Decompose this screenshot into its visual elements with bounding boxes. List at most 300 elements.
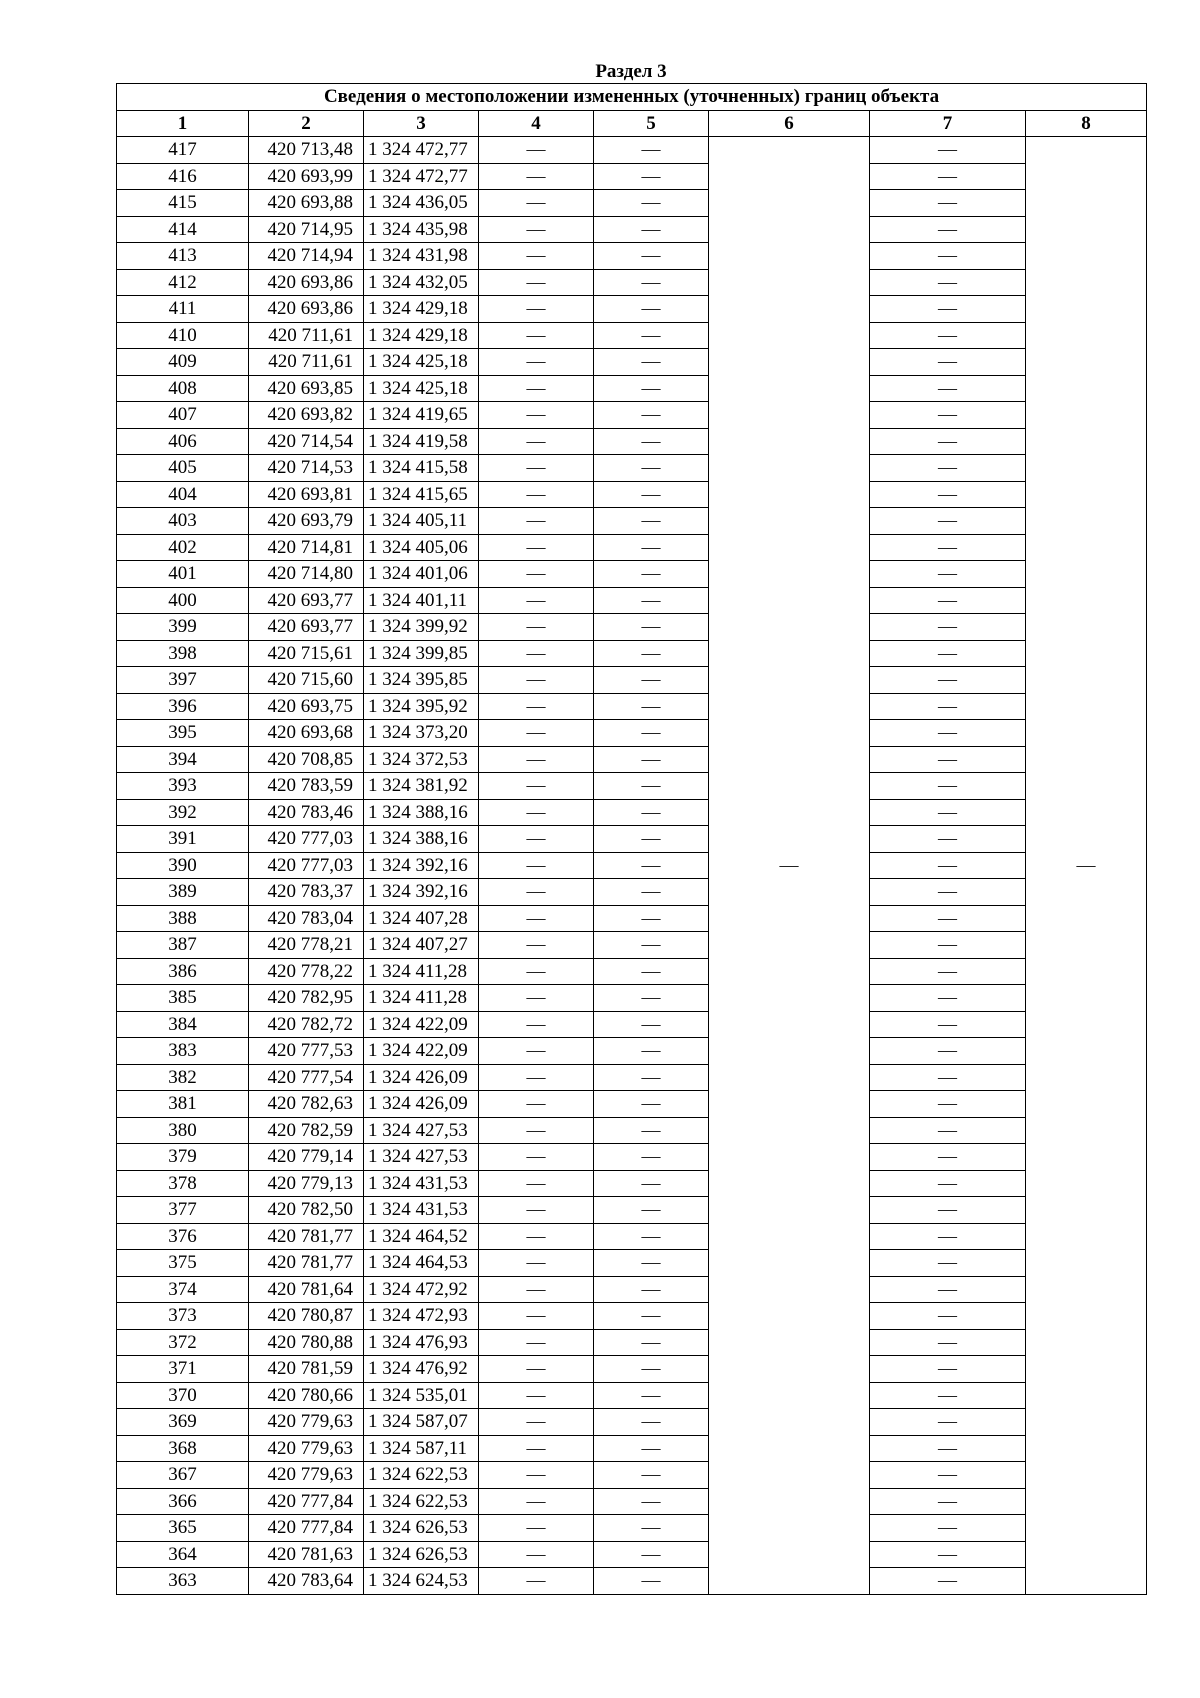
column-4-dash-cell: — bbox=[479, 746, 594, 773]
y-coordinate-cell: 1 324 407,27 bbox=[364, 932, 479, 959]
x-coordinate-cell: 420 693,81 bbox=[249, 481, 364, 508]
table-row bbox=[117, 1011, 1147, 1038]
x-coordinate-cell: 420 783,46 bbox=[249, 799, 364, 826]
point-number-cell: 412 bbox=[117, 269, 249, 296]
y-coordinate-cell: 1 324 426,09 bbox=[364, 1091, 479, 1118]
column-7-dash-cell: — bbox=[870, 1382, 1026, 1409]
point-number-cell: 364 bbox=[117, 1541, 249, 1568]
column-7-dash-cell: — bbox=[870, 1568, 1026, 1595]
column-7-dash-cell: — bbox=[870, 137, 1026, 164]
point-number-cell: 384 bbox=[117, 1011, 249, 1038]
point-number-cell: 387 bbox=[117, 932, 249, 959]
point-number-cell: 403 bbox=[117, 508, 249, 535]
y-coordinate-cell: 1 324 626,53 bbox=[364, 1515, 479, 1542]
y-coordinate-cell: 1 324 535,01 bbox=[364, 1382, 479, 1409]
x-coordinate-cell: 420 781,64 bbox=[249, 1276, 364, 1303]
column-5-dash-cell: — bbox=[594, 746, 709, 773]
table-row bbox=[117, 1250, 1147, 1277]
y-coordinate-cell: 1 324 388,16 bbox=[364, 826, 479, 853]
x-coordinate-cell: 420 782,72 bbox=[249, 1011, 364, 1038]
y-coordinate-cell: 1 324 399,92 bbox=[364, 614, 479, 641]
y-coordinate-cell: 1 324 431,53 bbox=[364, 1170, 479, 1197]
table-row bbox=[117, 428, 1147, 455]
table-row bbox=[117, 561, 1147, 588]
column-5-dash-cell: — bbox=[594, 905, 709, 932]
point-number-cell: 366 bbox=[117, 1488, 249, 1515]
point-number-cell: 374 bbox=[117, 1276, 249, 1303]
table-row bbox=[117, 455, 1147, 482]
column-4-dash-cell: — bbox=[479, 773, 594, 800]
point-number-cell: 398 bbox=[117, 640, 249, 667]
x-coordinate-cell: 420 715,60 bbox=[249, 667, 364, 694]
x-coordinate-cell: 420 693,77 bbox=[249, 587, 364, 614]
column-7-dash-cell: — bbox=[870, 1303, 1026, 1330]
column-4-dash-cell: — bbox=[479, 1170, 594, 1197]
column-7-dash-cell: — bbox=[870, 375, 1026, 402]
x-coordinate-cell: 420 778,21 bbox=[249, 932, 364, 959]
column-7-dash-cell: — bbox=[870, 932, 1026, 959]
x-coordinate-cell: 420 777,53 bbox=[249, 1038, 364, 1065]
y-coordinate-cell: 1 324 395,85 bbox=[364, 667, 479, 694]
column-5-dash-cell: — bbox=[594, 932, 709, 959]
column-4-dash-cell: — bbox=[479, 826, 594, 853]
column-4-dash-cell: — bbox=[479, 1329, 594, 1356]
column-number-row bbox=[117, 110, 1147, 137]
y-coordinate-cell: 1 324 464,53 bbox=[364, 1250, 479, 1277]
x-coordinate-cell: 420 714,53 bbox=[249, 455, 364, 482]
x-coordinate-cell: 420 783,64 bbox=[249, 1568, 364, 1595]
column-7-dash-cell: — bbox=[870, 746, 1026, 773]
point-number-cell: 400 bbox=[117, 587, 249, 614]
column-4-dash-cell: — bbox=[479, 1064, 594, 1091]
point-number-cell: 380 bbox=[117, 1117, 249, 1144]
section-label: Раздел 3 bbox=[595, 61, 667, 82]
x-coordinate-cell: 420 782,59 bbox=[249, 1117, 364, 1144]
column-number: 6 bbox=[709, 110, 870, 137]
column-7-dash-cell: — bbox=[870, 587, 1026, 614]
point-number-cell: 383 bbox=[117, 1038, 249, 1065]
column-7-dash-cell: — bbox=[870, 216, 1026, 243]
column-7-dash-cell: — bbox=[870, 296, 1026, 323]
column-5-dash-cell: — bbox=[594, 693, 709, 720]
column-7-dash-cell: — bbox=[870, 1091, 1026, 1118]
x-coordinate-cell: 420 777,84 bbox=[249, 1488, 364, 1515]
column-7-dash-cell: — bbox=[870, 1409, 1026, 1436]
x-coordinate-cell: 420 781,59 bbox=[249, 1356, 364, 1383]
column-7-dash-cell: — bbox=[870, 773, 1026, 800]
column-4-dash-cell: — bbox=[479, 1117, 594, 1144]
point-number-cell: 391 bbox=[117, 826, 249, 853]
column-5-dash-cell: — bbox=[594, 216, 709, 243]
point-number-cell: 381 bbox=[117, 1091, 249, 1118]
x-coordinate-cell: 420 715,61 bbox=[249, 640, 364, 667]
point-number-cell: 392 bbox=[117, 799, 249, 826]
point-number-cell: 379 bbox=[117, 1144, 249, 1171]
column-7-dash-cell: — bbox=[870, 1170, 1026, 1197]
column-5-dash-cell: — bbox=[594, 1144, 709, 1171]
point-number-cell: 376 bbox=[117, 1223, 249, 1250]
x-coordinate-cell: 420 782,95 bbox=[249, 985, 364, 1012]
column-4-dash-cell: — bbox=[479, 561, 594, 588]
column-7-dash-cell: — bbox=[870, 1515, 1026, 1542]
column-5-dash-cell: — bbox=[594, 455, 709, 482]
column-7-dash-cell: — bbox=[870, 428, 1026, 455]
point-number-cell: 395 bbox=[117, 720, 249, 747]
table-row bbox=[117, 587, 1147, 614]
column-4-dash-cell: — bbox=[479, 1011, 594, 1038]
column-4-dash-cell: — bbox=[479, 852, 594, 879]
column-7-dash-cell: — bbox=[870, 1197, 1026, 1224]
x-coordinate-cell: 420 714,94 bbox=[249, 243, 364, 270]
table-row bbox=[117, 1197, 1147, 1224]
column-5-dash-cell: — bbox=[594, 1276, 709, 1303]
table-row bbox=[117, 1064, 1147, 1091]
point-number-cell: 371 bbox=[117, 1356, 249, 1383]
point-number-cell: 389 bbox=[117, 879, 249, 906]
table-row bbox=[117, 1144, 1147, 1171]
column-5-dash-cell: — bbox=[594, 1011, 709, 1038]
table-row bbox=[117, 1329, 1147, 1356]
column-5-dash-cell: — bbox=[594, 428, 709, 455]
column-5-dash-cell: — bbox=[594, 799, 709, 826]
column-8-merged-cell: — bbox=[1026, 137, 1147, 1595]
column-4-dash-cell: — bbox=[479, 1250, 594, 1277]
column-4-dash-cell: — bbox=[479, 1223, 594, 1250]
point-number-cell: 417 bbox=[117, 137, 249, 164]
column-7-dash-cell: — bbox=[870, 349, 1026, 376]
column-4-dash-cell: — bbox=[479, 614, 594, 641]
column-4-dash-cell: — bbox=[479, 296, 594, 323]
y-coordinate-cell: 1 324 476,93 bbox=[364, 1329, 479, 1356]
table-row bbox=[117, 720, 1147, 747]
table-row bbox=[117, 905, 1147, 932]
x-coordinate-cell: 420 777,84 bbox=[249, 1515, 364, 1542]
y-coordinate-cell: 1 324 432,05 bbox=[364, 269, 479, 296]
y-coordinate-cell: 1 324 431,53 bbox=[364, 1197, 479, 1224]
column-5-dash-cell: — bbox=[594, 269, 709, 296]
y-coordinate-cell: 1 324 431,98 bbox=[364, 243, 479, 270]
column-7-dash-cell: — bbox=[870, 455, 1026, 482]
y-coordinate-cell: 1 324 422,09 bbox=[364, 1011, 479, 1038]
point-number-cell: 370 bbox=[117, 1382, 249, 1409]
column-5-dash-cell: — bbox=[594, 137, 709, 164]
table-row bbox=[117, 1170, 1147, 1197]
x-coordinate-cell: 420 693,77 bbox=[249, 614, 364, 641]
column-7-dash-cell: — bbox=[870, 667, 1026, 694]
table-row bbox=[117, 163, 1147, 190]
column-4-dash-cell: — bbox=[479, 1515, 594, 1542]
y-coordinate-cell: 1 324 464,52 bbox=[364, 1223, 479, 1250]
column-7-dash-cell: — bbox=[870, 1038, 1026, 1065]
column-4-dash-cell: — bbox=[479, 534, 594, 561]
y-coordinate-cell: 1 324 624,53 bbox=[364, 1568, 479, 1595]
point-number-cell: 410 bbox=[117, 322, 249, 349]
x-coordinate-cell: 420 708,85 bbox=[249, 746, 364, 773]
column-4-dash-cell: — bbox=[479, 1568, 594, 1595]
y-coordinate-cell: 1 324 419,65 bbox=[364, 402, 479, 429]
y-coordinate-cell: 1 324 472,93 bbox=[364, 1303, 479, 1330]
column-7-dash-cell: — bbox=[870, 905, 1026, 932]
y-coordinate-cell: 1 324 472,77 bbox=[364, 137, 479, 164]
column-4-dash-cell: — bbox=[479, 720, 594, 747]
x-coordinate-cell: 420 777,03 bbox=[249, 826, 364, 853]
column-7-dash-cell: — bbox=[870, 720, 1026, 747]
column-4-dash-cell: — bbox=[479, 481, 594, 508]
column-5-dash-cell: — bbox=[594, 640, 709, 667]
point-number-cell: 394 bbox=[117, 746, 249, 773]
column-4-dash-cell: — bbox=[479, 375, 594, 402]
table-row bbox=[117, 190, 1147, 217]
x-coordinate-cell: 420 782,50 bbox=[249, 1197, 364, 1224]
column-4-dash-cell: — bbox=[479, 958, 594, 985]
column-5-dash-cell: — bbox=[594, 985, 709, 1012]
x-coordinate-cell: 420 783,59 bbox=[249, 773, 364, 800]
y-coordinate-cell: 1 324 415,65 bbox=[364, 481, 479, 508]
column-7-dash-cell: — bbox=[870, 985, 1026, 1012]
point-number-cell: 409 bbox=[117, 349, 249, 376]
column-4-dash-cell: — bbox=[479, 667, 594, 694]
column-4-dash-cell: — bbox=[479, 1409, 594, 1436]
column-7-dash-cell: — bbox=[870, 190, 1026, 217]
y-coordinate-cell: 1 324 587,07 bbox=[364, 1409, 479, 1436]
table-row bbox=[117, 534, 1147, 561]
column-5-dash-cell: — bbox=[594, 879, 709, 906]
table-row bbox=[117, 322, 1147, 349]
column-7-dash-cell: — bbox=[870, 852, 1026, 879]
table-row bbox=[117, 852, 1147, 879]
column-7-dash-cell: — bbox=[870, 508, 1026, 535]
column-4-dash-cell: — bbox=[479, 1144, 594, 1171]
column-7-dash-cell: — bbox=[870, 640, 1026, 667]
point-number-cell: 407 bbox=[117, 402, 249, 429]
y-coordinate-cell: 1 324 392,16 bbox=[364, 852, 479, 879]
table-row bbox=[117, 216, 1147, 243]
point-number-cell: 399 bbox=[117, 614, 249, 641]
column-5-dash-cell: — bbox=[594, 1250, 709, 1277]
column-7-dash-cell: — bbox=[870, 1011, 1026, 1038]
table-row bbox=[117, 296, 1147, 323]
x-coordinate-cell: 420 780,87 bbox=[249, 1303, 364, 1330]
x-coordinate-cell: 420 779,63 bbox=[249, 1462, 364, 1489]
table-row bbox=[117, 1356, 1147, 1383]
column-number: 5 bbox=[594, 110, 709, 137]
y-coordinate-cell: 1 324 399,85 bbox=[364, 640, 479, 667]
y-coordinate-cell: 1 324 472,77 bbox=[364, 163, 479, 190]
column-4-dash-cell: — bbox=[479, 640, 594, 667]
x-coordinate-cell: 420 693,86 bbox=[249, 269, 364, 296]
table-row bbox=[117, 826, 1147, 853]
column-7-dash-cell: — bbox=[870, 402, 1026, 429]
x-coordinate-cell: 420 693,88 bbox=[249, 190, 364, 217]
column-7-dash-cell: — bbox=[870, 1250, 1026, 1277]
column-7-dash-cell: — bbox=[870, 534, 1026, 561]
point-number-cell: 368 bbox=[117, 1435, 249, 1462]
column-4-dash-cell: — bbox=[479, 1541, 594, 1568]
column-5-dash-cell: — bbox=[594, 349, 709, 376]
column-4-dash-cell: — bbox=[479, 1038, 594, 1065]
x-coordinate-cell: 420 781,63 bbox=[249, 1541, 364, 1568]
column-5-dash-cell: — bbox=[594, 1329, 709, 1356]
table-row bbox=[117, 137, 1147, 164]
y-coordinate-cell: 1 324 587,11 bbox=[364, 1435, 479, 1462]
column-number: 3 bbox=[364, 110, 479, 137]
y-coordinate-cell: 1 324 622,53 bbox=[364, 1488, 479, 1515]
column-7-dash-cell: — bbox=[870, 1117, 1026, 1144]
x-coordinate-cell: 420 777,03 bbox=[249, 852, 364, 879]
table-row bbox=[117, 1091, 1147, 1118]
y-coordinate-cell: 1 324 388,16 bbox=[364, 799, 479, 826]
column-5-dash-cell: — bbox=[594, 587, 709, 614]
column-number: 2 bbox=[249, 110, 364, 137]
y-coordinate-cell: 1 324 411,28 bbox=[364, 958, 479, 985]
y-coordinate-cell: 1 324 425,18 bbox=[364, 375, 479, 402]
point-number-cell: 406 bbox=[117, 428, 249, 455]
column-7-dash-cell: — bbox=[870, 481, 1026, 508]
column-7-dash-cell: — bbox=[870, 1144, 1026, 1171]
table-row bbox=[117, 1303, 1147, 1330]
point-number-cell: 413 bbox=[117, 243, 249, 270]
column-5-dash-cell: — bbox=[594, 1568, 709, 1595]
point-number-cell: 402 bbox=[117, 534, 249, 561]
y-coordinate-cell: 1 324 626,53 bbox=[364, 1541, 479, 1568]
point-number-cell: 378 bbox=[117, 1170, 249, 1197]
column-5-dash-cell: — bbox=[594, 1170, 709, 1197]
column-7-dash-cell: — bbox=[870, 826, 1026, 853]
y-coordinate-cell: 1 324 435,98 bbox=[364, 216, 479, 243]
x-coordinate-cell: 420 693,75 bbox=[249, 693, 364, 720]
table-row bbox=[117, 640, 1147, 667]
column-4-dash-cell: — bbox=[479, 216, 594, 243]
y-coordinate-cell: 1 324 405,06 bbox=[364, 534, 479, 561]
column-7-dash-cell: — bbox=[870, 322, 1026, 349]
y-coordinate-cell: 1 324 427,53 bbox=[364, 1117, 479, 1144]
x-coordinate-cell: 420 714,95 bbox=[249, 216, 364, 243]
column-4-dash-cell: — bbox=[479, 163, 594, 190]
column-4-dash-cell: — bbox=[479, 137, 594, 164]
column-5-dash-cell: — bbox=[594, 1541, 709, 1568]
column-7-dash-cell: — bbox=[870, 879, 1026, 906]
column-5-dash-cell: — bbox=[594, 1303, 709, 1330]
column-7-dash-cell: — bbox=[870, 1064, 1026, 1091]
point-number-cell: 367 bbox=[117, 1462, 249, 1489]
y-coordinate-cell: 1 324 429,18 bbox=[364, 322, 479, 349]
column-5-dash-cell: — bbox=[594, 773, 709, 800]
point-number-cell: 393 bbox=[117, 773, 249, 800]
column-4-dash-cell: — bbox=[479, 349, 594, 376]
column-7-dash-cell: — bbox=[870, 1488, 1026, 1515]
table-row bbox=[117, 243, 1147, 270]
column-4-dash-cell: — bbox=[479, 1303, 594, 1330]
column-5-dash-cell: — bbox=[594, 508, 709, 535]
y-coordinate-cell: 1 324 392,16 bbox=[364, 879, 479, 906]
table-row bbox=[117, 614, 1147, 641]
column-4-dash-cell: — bbox=[479, 508, 594, 535]
point-number-cell: 377 bbox=[117, 1197, 249, 1224]
x-coordinate-cell: 420 781,77 bbox=[249, 1223, 364, 1250]
x-coordinate-cell: 420 777,54 bbox=[249, 1064, 364, 1091]
y-coordinate-cell: 1 324 476,92 bbox=[364, 1356, 479, 1383]
column-4-dash-cell: — bbox=[479, 587, 594, 614]
column-5-dash-cell: — bbox=[594, 1435, 709, 1462]
x-coordinate-cell: 420 693,79 bbox=[249, 508, 364, 535]
column-5-dash-cell: — bbox=[594, 852, 709, 879]
column-5-dash-cell: — bbox=[594, 1197, 709, 1224]
table-row bbox=[117, 1117, 1147, 1144]
point-number-cell: 372 bbox=[117, 1329, 249, 1356]
point-number-cell: 386 bbox=[117, 958, 249, 985]
table-row bbox=[117, 667, 1147, 694]
column-7-dash-cell: — bbox=[870, 958, 1026, 985]
column-number: 7 bbox=[870, 110, 1026, 137]
table-row bbox=[117, 1462, 1147, 1489]
y-coordinate-cell: 1 324 472,92 bbox=[364, 1276, 479, 1303]
column-5-dash-cell: — bbox=[594, 1409, 709, 1436]
y-coordinate-cell: 1 324 415,58 bbox=[364, 455, 479, 482]
point-number-cell: 411 bbox=[117, 296, 249, 323]
point-number-cell: 401 bbox=[117, 561, 249, 588]
column-5-dash-cell: — bbox=[594, 1356, 709, 1383]
y-coordinate-cell: 1 324 395,92 bbox=[364, 693, 479, 720]
y-coordinate-cell: 1 324 427,53 bbox=[364, 1144, 479, 1171]
table-row bbox=[117, 693, 1147, 720]
boundary-coordinates-table bbox=[116, 83, 1147, 1595]
y-coordinate-cell: 1 324 405,11 bbox=[364, 508, 479, 535]
x-coordinate-cell: 420 693,85 bbox=[249, 375, 364, 402]
column-4-dash-cell: — bbox=[479, 322, 594, 349]
column-7-dash-cell: — bbox=[870, 1435, 1026, 1462]
x-coordinate-cell: 420 779,13 bbox=[249, 1170, 364, 1197]
column-4-dash-cell: — bbox=[479, 190, 594, 217]
y-coordinate-cell: 1 324 419,58 bbox=[364, 428, 479, 455]
column-7-dash-cell: — bbox=[870, 243, 1026, 270]
x-coordinate-cell: 420 782,63 bbox=[249, 1091, 364, 1118]
column-4-dash-cell: — bbox=[479, 1382, 594, 1409]
column-4-dash-cell: — bbox=[479, 455, 594, 482]
column-5-dash-cell: — bbox=[594, 720, 709, 747]
column-4-dash-cell: — bbox=[479, 269, 594, 296]
column-5-dash-cell: — bbox=[594, 1091, 709, 1118]
column-7-dash-cell: — bbox=[870, 1462, 1026, 1489]
column-4-dash-cell: — bbox=[479, 1276, 594, 1303]
table-title: Сведения о местоположении измененных (уточненных) границ объекта bbox=[117, 84, 1147, 111]
column-5-dash-cell: — bbox=[594, 243, 709, 270]
column-7-dash-cell: — bbox=[870, 614, 1026, 641]
column-5-dash-cell: — bbox=[594, 402, 709, 429]
x-coordinate-cell: 420 713,48 bbox=[249, 137, 364, 164]
point-number-cell: 375 bbox=[117, 1250, 249, 1277]
table-row bbox=[117, 269, 1147, 296]
column-7-dash-cell: — bbox=[870, 269, 1026, 296]
point-number-cell: 385 bbox=[117, 985, 249, 1012]
table-row bbox=[117, 402, 1147, 429]
point-number-cell: 365 bbox=[117, 1515, 249, 1542]
table-row bbox=[117, 932, 1147, 959]
column-number: 1 bbox=[117, 110, 249, 137]
point-number-cell: 416 bbox=[117, 163, 249, 190]
column-7-dash-cell: — bbox=[870, 163, 1026, 190]
point-number-cell: 404 bbox=[117, 481, 249, 508]
x-coordinate-cell: 420 714,81 bbox=[249, 534, 364, 561]
column-7-dash-cell: — bbox=[870, 1223, 1026, 1250]
column-number: 8 bbox=[1026, 110, 1147, 137]
point-number-cell: 369 bbox=[117, 1409, 249, 1436]
y-coordinate-cell: 1 324 372,53 bbox=[364, 746, 479, 773]
column-5-dash-cell: — bbox=[594, 190, 709, 217]
table-row bbox=[117, 985, 1147, 1012]
y-coordinate-cell: 1 324 407,28 bbox=[364, 905, 479, 932]
y-coordinate-cell: 1 324 425,18 bbox=[364, 349, 479, 376]
column-5-dash-cell: — bbox=[594, 614, 709, 641]
